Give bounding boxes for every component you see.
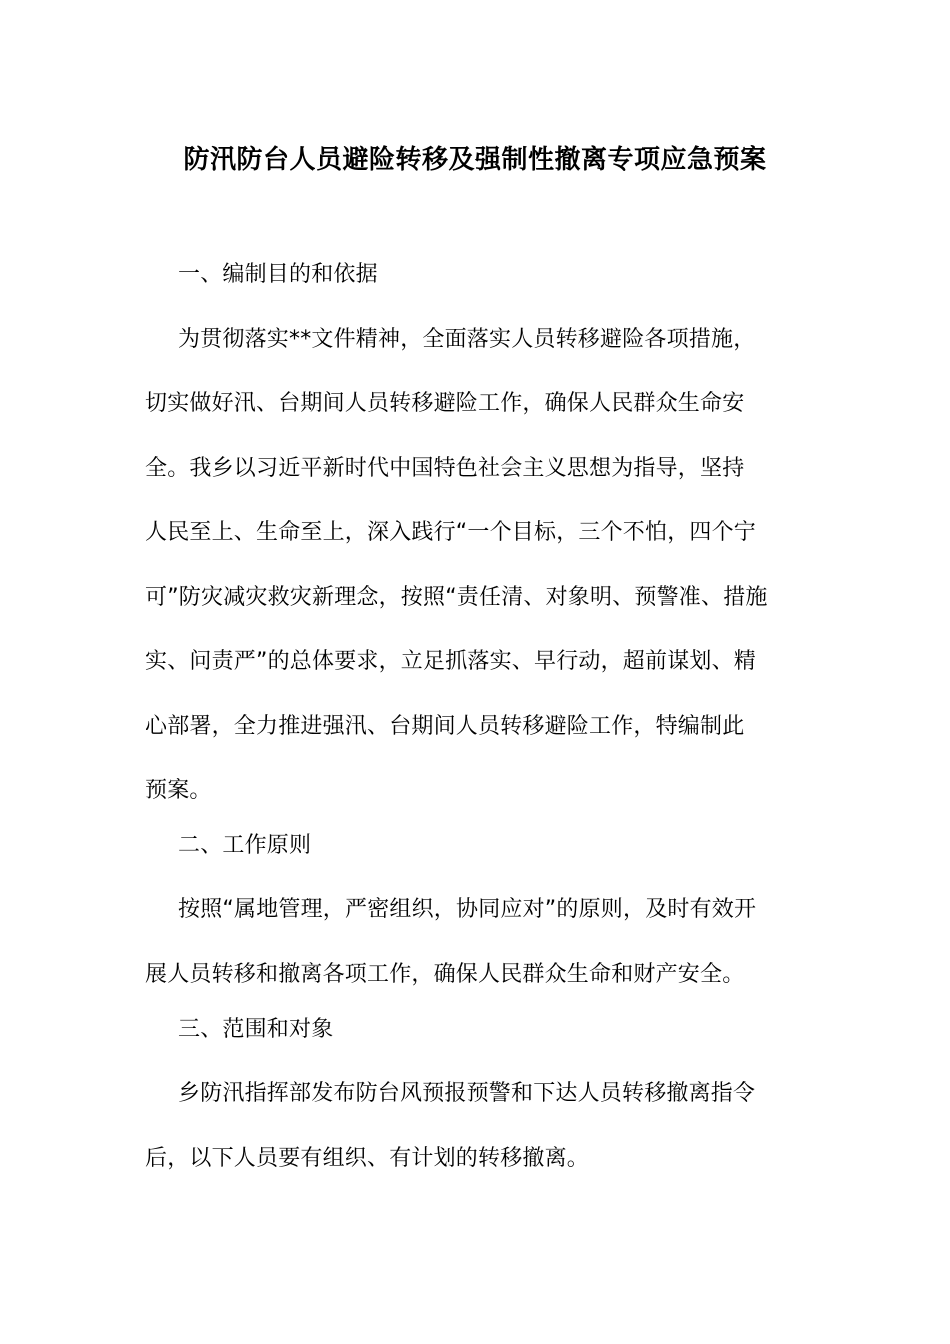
paragraph-line: 全。我乡以习近平新时代中国特色社会主义思想为指导，坚持 bbox=[145, 456, 745, 481]
paragraph-line: 预案。 bbox=[145, 778, 212, 803]
paragraph-line: 心部署，全力推进强汛、台期间人员转移避险工作，特编制此 bbox=[145, 714, 745, 739]
paragraph-line: 人民至上、生命至上，深入践行“一个目标，三个不怕，四个宁 bbox=[145, 520, 756, 545]
paragraph-line: 实、问责严”的总体要求，立足抓落实、早行动，超前谋划、精 bbox=[145, 649, 756, 674]
paragraph-line: 可”防灾减灾救灾新理念，按照“责任清、对象明、预警准、措施 bbox=[145, 585, 768, 610]
section-heading-3: 三、范围和对象 bbox=[178, 1017, 334, 1042]
paragraph-line: 乡防汛指挥部发布防台风预报预警和下达人员转移撤离指令 bbox=[178, 1081, 756, 1106]
document-title: 防汛防台人员避险转移及强制性撤离专项应急预案 bbox=[183, 145, 767, 175]
section-heading-2: 二、工作原则 bbox=[178, 833, 312, 858]
paragraph-line: 展人员转移和撤离各项工作，确保人民群众生命和财产安全。 bbox=[145, 962, 745, 987]
paragraph-line: 为贯彻落实**文件精神，全面落实人员转移避险各项措施， bbox=[178, 327, 756, 352]
paragraph-line: 按照“属地管理，严密组织，协同应对”的原则，及时有效开 bbox=[178, 897, 757, 922]
section-heading-1: 一、编制目的和依据 bbox=[178, 262, 378, 287]
paragraph-line: 后，以下人员要有组织、有计划的转移撤离。 bbox=[145, 1146, 590, 1171]
paragraph-line: 切实做好汛、台期间人员转移避险工作，确保人民群众生命安 bbox=[145, 391, 745, 416]
